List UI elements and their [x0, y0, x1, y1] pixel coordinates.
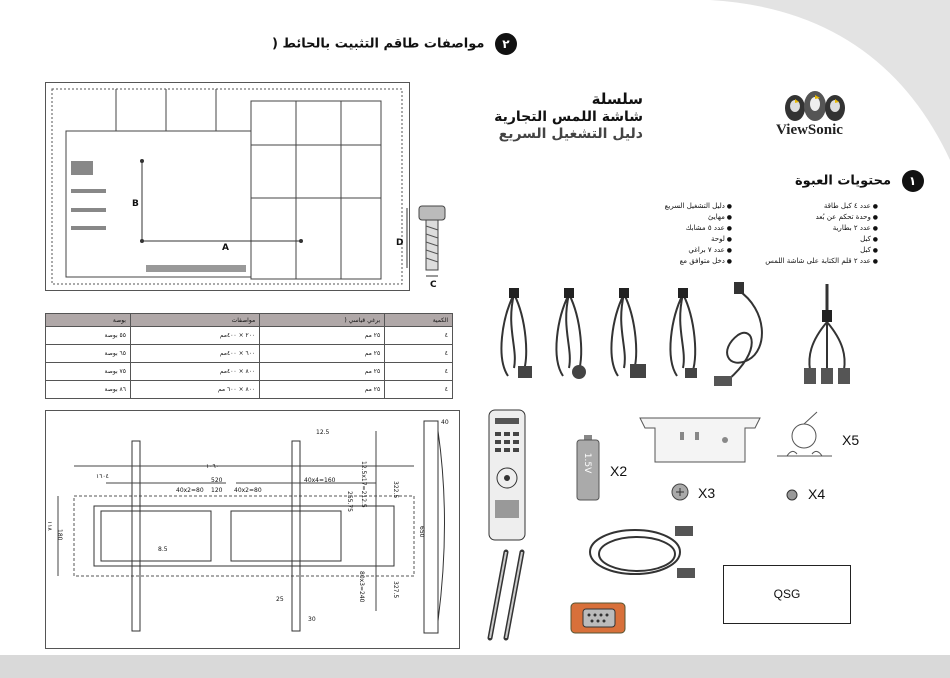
cell: ٤ [385, 363, 453, 381]
cell: ٤ [385, 327, 453, 345]
header-screw: برغي قياسي ( [260, 314, 385, 327]
label-b: B [132, 199, 139, 209]
header-spec: مواصفات [130, 314, 259, 327]
list-item: ● وحدة تحكم عن بُعد [765, 212, 878, 223]
cell: ٦٠٠ × ٤٠٠مم [130, 345, 259, 363]
cell: ٨٦ بوصة [46, 381, 131, 399]
screw-icon [670, 482, 692, 502]
cell: ٤ [385, 381, 453, 399]
dim-520: 520 [211, 477, 223, 484]
dim-40x2-80-b: 40x2=80 [234, 487, 262, 494]
screw-dimension-drawing [395, 200, 455, 290]
dim-120: 120 [211, 487, 223, 494]
clip-count: X5 [842, 432, 860, 448]
usb-cable-icon [708, 280, 773, 390]
cell: ٢٥ مم [260, 381, 385, 399]
screw-count-a: X3 [698, 485, 716, 501]
dim-30: 30 [308, 616, 316, 623]
display-back-svg [46, 83, 409, 290]
cell: ٢٠٠ × ٤٠٠مم [130, 327, 259, 345]
dim-40x2-80-a: 40x2=80 [176, 487, 204, 494]
list-item: ● عدد ٥ مشابك [665, 223, 732, 234]
cell: ٨٠٠ × ٦٠٠ مم [130, 381, 259, 399]
dim-40x4-160: 40x4=160 [304, 477, 336, 484]
list-item: ● كبل [765, 234, 878, 245]
cell: ٢٥ مم [260, 363, 385, 381]
list-item: ● دخل متوافق مع [665, 256, 732, 267]
label-c: C [430, 280, 437, 290]
cell: ٧٥ بوصة [46, 363, 131, 381]
dim-40: 40 [441, 419, 449, 426]
display-back-drawing [45, 82, 410, 291]
section-2-heading [272, 33, 517, 55]
wall-mount-spec-table [45, 313, 453, 399]
cell: ٨٠٠ × ٤٠٠مم [130, 363, 259, 381]
dim-322-5: 322.5 [392, 481, 399, 499]
dim-650: 650 [418, 526, 425, 538]
dim-12-5: 12.5 [316, 429, 330, 436]
series-title-block [494, 90, 643, 144]
header-quantity: الكمية [385, 314, 453, 327]
dim-255-75: 255.75 [346, 491, 353, 512]
cable-clip-icon [772, 408, 837, 463]
cell: ٦٥ بوصة [46, 345, 131, 363]
series-label: سلسلة [591, 90, 643, 108]
section-2-number: ٢ [495, 33, 517, 55]
guide-title: دليل التشغيل السريع [498, 126, 643, 143]
list-item: ● عدد ٢ قلم الكتابة على شاشة اللمس [765, 256, 878, 267]
touch-pen-icon [478, 548, 548, 648]
label-d: D [396, 238, 404, 248]
list-item: ● كبل [765, 245, 878, 256]
section-1-number: ١ [902, 170, 924, 192]
header-inch: بوصة [46, 314, 131, 327]
table-row [46, 363, 453, 381]
cell: ٢٥ مم [260, 345, 385, 363]
dim-25: 25 [276, 596, 284, 603]
list-item: ● عدد ٢ بطارية [765, 223, 878, 234]
list-item: ● دليل التشغيل السريع [665, 201, 732, 212]
label-a: A [222, 243, 229, 253]
dim-80x3-240: 80x3=240 [358, 571, 365, 603]
screw-count-b: X4 [808, 486, 826, 502]
power-cable-icon [492, 288, 542, 383]
dim-1060: ١٠٦٠ [206, 463, 219, 470]
contents-list-right [765, 201, 878, 267]
table-row [46, 345, 453, 363]
section-1-title: محتويات العبوة [795, 173, 892, 189]
bottom-band [0, 655, 950, 678]
brand-name: ViewSonic [776, 122, 843, 138]
small-screw-icon [785, 488, 799, 502]
product-line: شاشة اللمس التجارية [494, 108, 643, 125]
table-header-row [46, 314, 453, 327]
contents-list-left [665, 201, 732, 267]
av-splitter-cable-icon [800, 282, 855, 392]
hdmi-cable-icon [585, 520, 700, 585]
section-1-heading [795, 170, 924, 192]
remote-control-icon [487, 408, 527, 543]
battery-count: X2 [610, 463, 628, 479]
dim-212-5: 12.5x17=212.5 [360, 461, 367, 508]
dim-118: ١١٨ [46, 521, 53, 531]
cell: ٢٥ مم [260, 327, 385, 345]
list-item: ● مهايئ [665, 212, 732, 223]
power-cable-icon [547, 288, 597, 383]
dim-1604: ١٦٠٤ [96, 473, 109, 480]
serial-adapter-icon [565, 593, 635, 648]
cell: ٥٥ بوصة [46, 327, 131, 345]
list-item: ● لوحة [665, 234, 732, 245]
mounting-plate-icon [635, 410, 765, 465]
wall-bracket-svg [46, 411, 459, 648]
power-cable-icon [661, 288, 711, 383]
dim-180: 180 [56, 529, 63, 541]
battery-voltage-label: 1.5V [582, 452, 593, 474]
cell: ٤ [385, 345, 453, 363]
dim-327-5: 327.5 [392, 581, 399, 599]
wall-bracket-drawing [45, 410, 460, 649]
list-item: ● عدد ٧ براغي [665, 245, 732, 256]
dim-8-5: 8.5 [158, 546, 168, 553]
table-row [46, 327, 453, 345]
qsg-box: QSG [723, 565, 851, 624]
viewsonic-birds-logo [780, 84, 850, 124]
table-row [46, 381, 453, 399]
power-cable-icon [602, 288, 652, 383]
section-2-title: مواصفات طاقم التثبيت بالحائط ( [272, 36, 485, 52]
list-item: ● عدد ٤ كبل طاقة [765, 201, 878, 212]
